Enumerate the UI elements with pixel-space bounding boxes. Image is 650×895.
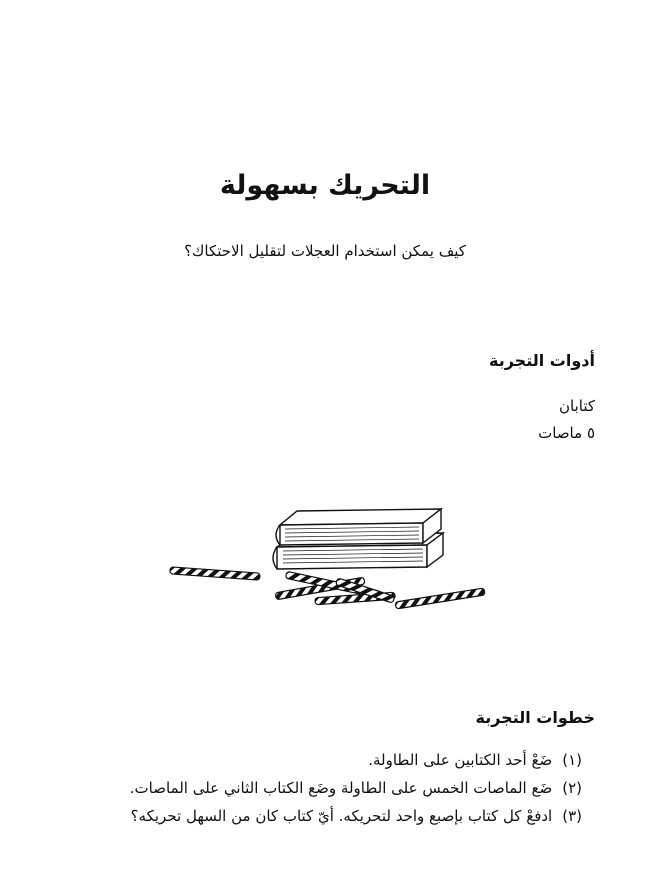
step-text: ادفعْ كل كتاب بإصبع واحد لتحريكه. أيّ كتاب كان من السهل تحريكه؟ <box>130 807 553 825</box>
step-text: ضَع الماصات الخمس على الطاولة وضَع الكتاب الثاني على الماصات. <box>129 779 553 797</box>
steps-list <box>130 746 582 830</box>
book-top-shape <box>276 509 441 545</box>
page-title: التحريك بسهولة <box>219 170 431 201</box>
materials-item: كتابان <box>559 397 595 415</box>
straws-group-shape <box>275 571 485 609</box>
step-number: (٢) <box>562 779 582 797</box>
steps-heading: خطوات التجربة <box>475 708 595 727</box>
step-item <box>130 774 582 802</box>
materials-item: ٥ ماصات <box>538 424 595 442</box>
materials-heading: أدوات التجربة <box>489 351 595 370</box>
straw-shape <box>170 567 260 580</box>
books-on-straws-illustration <box>165 495 495 620</box>
step-number: (١) <box>562 751 582 769</box>
step-number: (٣) <box>562 807 582 825</box>
materials-list <box>538 393 595 447</box>
step-item <box>130 802 582 830</box>
step-item <box>130 746 582 774</box>
guiding-question: كيف يمكن استخدام العجلات لتقليل الاحتكاك؟ <box>184 242 466 260</box>
step-text: ضَعْ أحد الكتابين على الطاولة. <box>368 751 553 769</box>
